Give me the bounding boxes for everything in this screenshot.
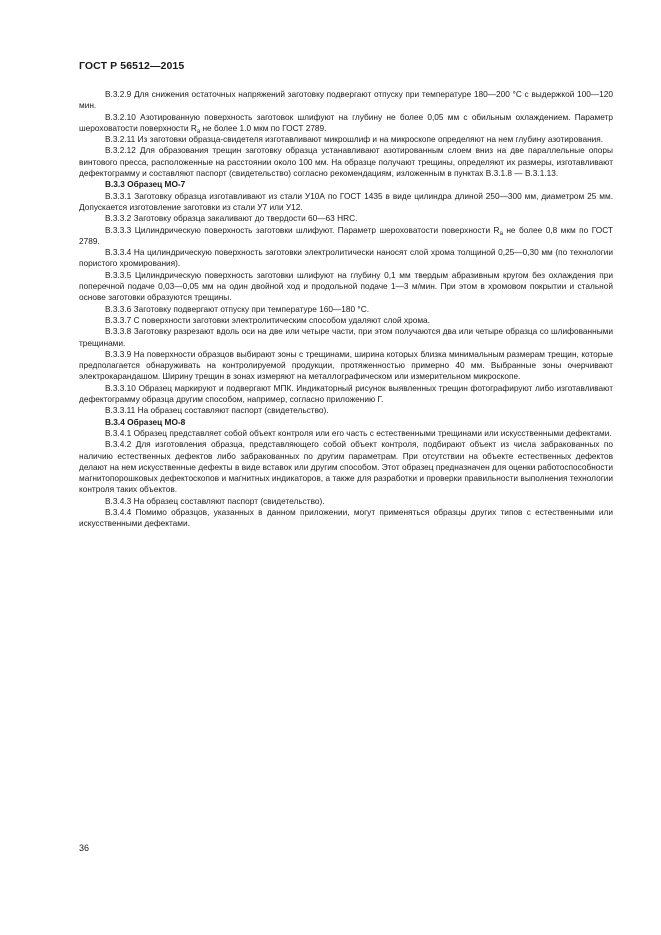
paragraph-b-3-3-10: В.3.3.10 Образец маркируют и подвергают МПК. Индикаторный рисунок выявленных трещин фотографируют либо изготавливают дефектограмму образца другим способом, например, согласно приложению Г. xyxy=(79,382,613,405)
paragraph-b-3-3-6: В.3.3.6 Заготовку подвергают отпуску при температуре 160—180 °С. xyxy=(105,303,370,314)
document-header: ГОСТ Р 56512—2015 xyxy=(79,60,185,72)
paragraph-b-3-4-2: В.3.4.2 Для изготовления образца, представляющего собой объект контроля, подбирают объект из числа забракованных по наличию естественных дефектов либо забракованных по другим параметрам. При отсутствии на объекте естественных дефектов делают на нем искусственные дефекты в виде вставок или другим способом. Этот образец предназначен для оценки работоспособности магнитопорошковых дефектоскопов и магнитных индикаторов, а также для разработки и проверки правильности выполнения технологии контроля таких объектов. xyxy=(79,439,613,495)
paragraph-b-3-2-10: В.3.2.10 Азотированную поверхность заготовок шлифуют на глубину не более 0,05 мм с обильным охлаждением. Параметр шероховатости поверхности $R_a$ не более 1.0 мкм по ГОСТ 2789. xyxy=(79,111,613,135)
paragraph-b-3-2-12: В.3.2.12 Для образования трещин заготовку образца устанавливают азотированным слоем вниз на две параллельные опоры винтового пресса, расположенные на расстоянии около 100 мм. На образце получают трещины, определяют их размеры, изготавливают дефектограмму и составляют паспорт (свидетельство) согласно рекомендациям, изложенным в пунктах В.3.1.8 — В.3.1.13. xyxy=(79,145,613,179)
paragraph-b-3-4-1: В.3.4.1 Образец представляет собой объект контроля или его часть с естественными трещинами или искусственными дефектами. xyxy=(105,427,612,438)
document-body xyxy=(79,89,613,530)
paragraph-b-3-3-8: В.3.3.8 Заготовку разрезают вдоль оси на две или четыре части, при этом получаются два или четыре образца со шлифованными трещинами. xyxy=(79,326,613,348)
paragraph-b-3-3-3: В.3.3.3 Цилиндрическую поверхность заготовки шлифуют. Параметр шероховатости поверхности $R_a$ не более 0,8 мкм по ГОСТ 2789. xyxy=(79,224,613,246)
paragraph-b-3-4-4: В.3.4.4 Помимо образцов, указанных в данном приложении, могут применяться образцы других типов с естественными или искусственными дефектами. xyxy=(79,506,613,529)
page-number: 36 xyxy=(79,843,90,853)
paragraph-b-3-2-9: В.3.2.9 Для снижения остаточных напряжений заготовку подвергают отпуску при температуре 180—200 °С с выдержкой 100—120 мин. xyxy=(79,89,613,111)
section-heading-mo-7: В.3.3 Образец МО-7 xyxy=(105,179,186,190)
paragraph-b-3-2-11: В.3.2.11 Из заготовки образца-свидетеля изготавливают микрошлиф и на микроскопе определяют на нем глубину азотирования. xyxy=(105,134,604,145)
paragraph-b-3-3-4: В.3.3.4 На цилиндрическую поверхность заготовки электролитически наносят слой хрома толщиной 0,25—0,30 мм (по технологии пористого хромирования). xyxy=(79,247,613,269)
paragraph-b-3-3-11: В.3.3.11 На образец составляют паспорт (свидетельство). xyxy=(105,405,329,416)
paragraph-b-3-3-1: В.3.3.1 Заготовку образца изготавливают из стали У10А по ГОСТ 1435 в виде цилиндра длиной 250—300 мм, диаметром 25 мм. Допускается изготовление заготовки из стали У7 или У12. xyxy=(79,190,613,212)
paragraph-b-3-3-9: В.3.3.9 На поверхности образцов выбирают зоны с трещинами, ширина которых близка минимальным размерам трещин, которые предполагается обнаруживать на контролируемой продукции, протяженностью примерно 40 мм. Выбранные зоны очерчивают электрокарандашом. Ширину трещин в зонах измеряют на металлографическом или измерительном микроскопе. xyxy=(79,348,613,382)
paragraph-b-3-4-3: В.3.4.3 На образец составляют паспорт (свидетельство). xyxy=(105,495,325,506)
paragraph-b-3-3-2: В.3.3.2 Заготовку образца закаливают до твердости 60—63 HRC. xyxy=(105,213,358,224)
paragraph-b-3-3-7: В.3.3.7 С поверхности заготовки электролитическим способом удаляют слой хрома. xyxy=(105,314,430,325)
paragraph-b-3-3-5: В.3.3.5 Цилиндрическую поверхность заготовки шлифуют на глубину 0,1 мм твердым абразивным кругом без охлаждения при поперечной подаче 0,03—0,05 мм на один двойной ход и продольной подаче 1—3 м/мин. При этом в хромовом покрытии и стальной основе заготовки образуются трещины. xyxy=(79,269,613,303)
section-heading-mo-8: В.3.4 Образец МО-8 xyxy=(105,416,186,427)
